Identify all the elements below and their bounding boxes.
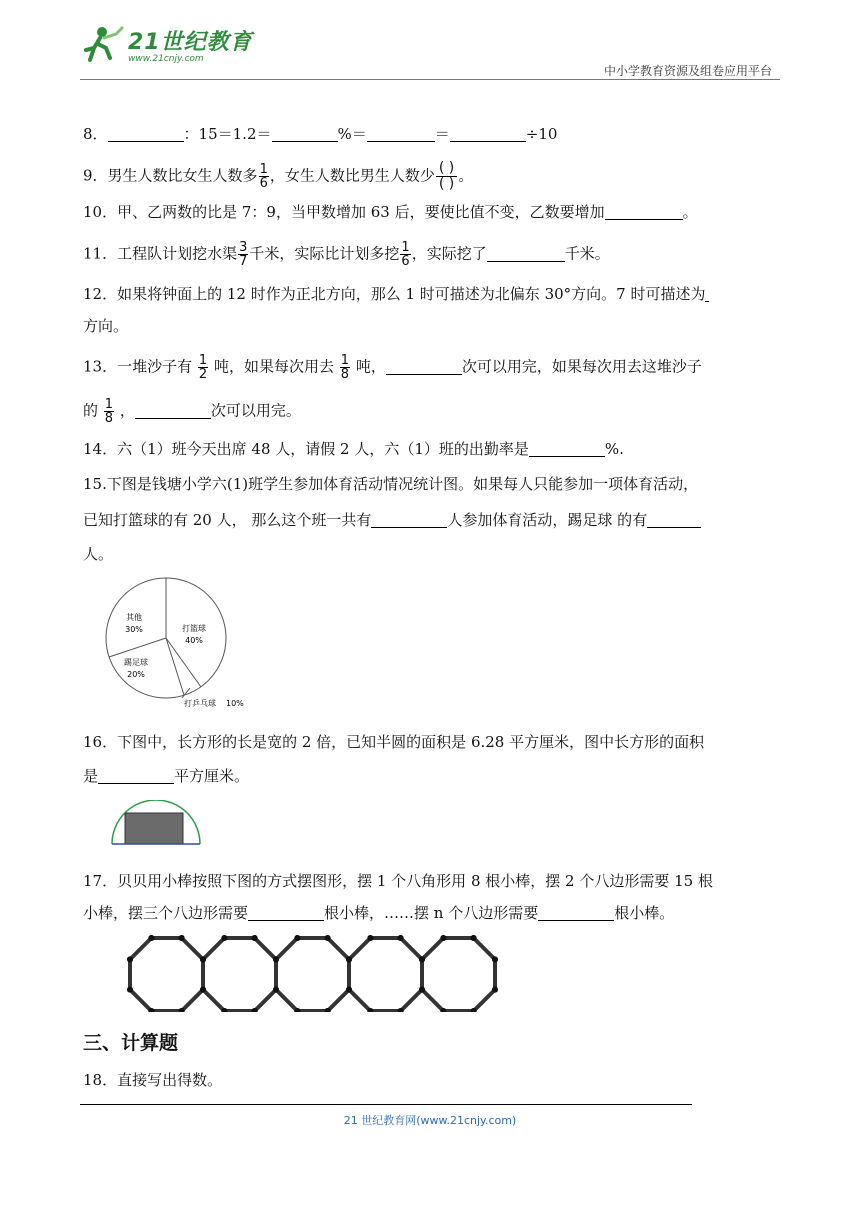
answer-blank[interactable] — [108, 126, 184, 142]
question-16-line-2 — [83, 764, 249, 788]
question-text: 小棒，摆三个八边形需要 — [83, 904, 249, 922]
stick-joint — [419, 956, 425, 962]
stick-joint — [127, 956, 133, 962]
pie-slice-label: 踢足球 — [124, 658, 148, 667]
stick-joint — [325, 935, 331, 941]
question-number: 12． — [83, 285, 118, 303]
octagon-sticks-figure — [124, 932, 514, 1012]
stick-joint — [346, 987, 352, 993]
stick — [255, 938, 276, 959]
answer-blank[interactable] — [272, 126, 338, 142]
question-text: 贝贝用小棒按照下图的方式摆图形，摆 1 个八角形用 8 根小棒，摆 2 个八边形需要 15 根 — [117, 872, 713, 890]
stick-joint — [200, 956, 206, 962]
answer-blank[interactable] — [98, 768, 174, 784]
stick-joint — [200, 987, 206, 993]
stick — [474, 990, 495, 1011]
question-text: %＝ — [337, 125, 367, 143]
header-slogan: 中小学教育资源及组卷应用平台 — [603, 64, 772, 78]
question-11 — [83, 241, 610, 268]
question-number: 11． — [83, 244, 118, 263]
question-text: 下图是钱塘小学六(1)班学生参加体育活动情况统计图。如果每人只能参加一项体育活动， — [106, 475, 699, 493]
pie-slice-label: 打乒乓球 — [184, 699, 216, 708]
answer-blank[interactable] — [367, 126, 435, 142]
answer-blank[interactable] — [529, 441, 605, 457]
fraction: $\frac{3}{7}$ — [239, 240, 248, 269]
stick — [203, 990, 224, 1011]
question-text: ：15＝1.2＝ — [183, 125, 272, 143]
site-logo[interactable] — [80, 24, 253, 64]
question-text: ，女生人数比男生人数少 — [269, 166, 435, 185]
question-text: 平方厘米。 — [174, 767, 250, 785]
pie-chart — [100, 576, 260, 712]
question-text: 下图中，长方形的长是宽的 2 倍，已知半圆的面积是 6.28 平方厘米，图中长方形的面积 — [117, 733, 705, 751]
question-text: 直接写出得数。 — [117, 1071, 223, 1089]
stick — [349, 990, 370, 1011]
question-text: 男生人数比女生人数多 — [107, 166, 258, 185]
question-text: %. — [604, 440, 624, 458]
answer-blank[interactable] — [605, 204, 683, 220]
question-8 — [83, 122, 557, 146]
stick — [276, 990, 297, 1011]
question-text: 次可以用完，如果每次用去这堆沙子 — [461, 357, 702, 376]
question-text: 次可以用完。 — [210, 401, 301, 420]
question-text: 根小棒。 — [614, 904, 675, 922]
question-text: 工程队计划挖水渠 — [117, 244, 238, 263]
question-text: 吨，如果每次用去 — [213, 357, 334, 376]
runner-logo-icon — [80, 24, 124, 64]
stick-joint — [273, 987, 279, 993]
stick — [182, 990, 203, 1011]
question-text: 是 — [83, 767, 99, 785]
question-text: 。 — [682, 203, 698, 221]
pie-slice-value: 20% — [127, 670, 145, 679]
stick — [474, 938, 495, 959]
question-text: 如果将钟面上的 12 时作为正北方向，那么 1 时可描述为北偏东 30°方向。7 时可描述为 — [117, 285, 706, 303]
header-divider — [80, 79, 780, 80]
question-number: 8． — [83, 125, 108, 143]
footer-divider — [80, 1104, 692, 1105]
stick-joint — [127, 987, 133, 993]
stick-joint — [367, 935, 373, 941]
answer-blank[interactable] — [647, 512, 701, 528]
question-text: 千米。 — [564, 244, 610, 263]
stick — [349, 938, 370, 959]
stick-joint — [273, 956, 279, 962]
question-12-line-2 — [83, 314, 128, 338]
question-text: 吨， — [355, 357, 386, 376]
stick-joint — [492, 956, 498, 962]
fraction: $\frac{1}{2}$ — [198, 353, 208, 382]
question-18 — [83, 1068, 222, 1092]
answer-blank[interactable] — [538, 905, 614, 921]
stick-joint — [179, 935, 185, 941]
question-number: 10． — [83, 203, 118, 221]
question-text: 根小棒，……摆 n 个八边形需要 — [324, 904, 539, 922]
answer-blank[interactable] — [705, 286, 709, 302]
stick — [401, 990, 422, 1011]
question-text: 的 — [83, 401, 99, 420]
answer-blank[interactable] — [248, 905, 324, 921]
section-heading: 三、计算题 — [83, 1032, 179, 1054]
stick — [422, 938, 443, 959]
logo-sub-text: www.21cnjy.com — [128, 53, 204, 64]
question-14 — [83, 437, 624, 461]
question-15 — [83, 472, 698, 496]
question-number: 18． — [83, 1071, 118, 1089]
question-text: 已知打篮球的有 20 人， 那么这个班一共有 — [83, 511, 372, 529]
question-12 — [83, 282, 709, 306]
question-10 — [83, 200, 698, 224]
question-13 — [83, 354, 702, 381]
answer-blank[interactable] — [450, 126, 526, 142]
question-number: 14． — [83, 440, 118, 458]
question-number: 16． — [83, 733, 118, 751]
question-text: 方向。 — [83, 317, 129, 335]
question-number: 17． — [83, 872, 118, 890]
stick-joint — [398, 935, 404, 941]
question-text: ， — [119, 401, 135, 420]
stick — [328, 938, 349, 959]
question-16 — [83, 730, 704, 754]
stick-joint — [346, 956, 352, 962]
question-17-line-2 — [83, 901, 674, 925]
question-text: ，实际挖了 — [411, 244, 487, 263]
stick — [255, 990, 276, 1011]
question-number: 15. — [83, 475, 107, 493]
question-number: 13． — [83, 357, 118, 376]
answer-blank[interactable] — [386, 359, 462, 375]
pie-slice-value: 30% — [125, 625, 143, 634]
pie-slice-value: 10% — [226, 699, 244, 708]
question-text: 。 — [458, 166, 474, 185]
stick-joint — [252, 935, 258, 941]
question-text: 一堆沙子有 — [117, 357, 193, 376]
logo-main-text: 21世纪教育 — [128, 29, 253, 55]
pie-slice-label: 其他 — [126, 613, 142, 622]
answer-blank[interactable] — [135, 403, 211, 419]
stick-joint — [221, 935, 227, 941]
fraction: $\frac{1}{6}$ — [259, 162, 268, 191]
fraction: $\frac{1}{6}$ — [401, 240, 410, 269]
question-text: 甲、乙两数的比是 7：9，当甲数增加 63 后，要使比值不变，乙数要增加 — [117, 203, 605, 221]
semicircle-rectangle-figure — [108, 800, 204, 848]
question-text: 六（1）班今天出席 48 人，请假 2 人，六（1）班的出勤率是 — [117, 440, 529, 458]
stick-joint — [492, 987, 498, 993]
question-9 — [83, 161, 473, 192]
question-text: ＝ — [434, 125, 450, 143]
question-text: ÷10 — [525, 125, 558, 143]
stick — [182, 938, 203, 959]
stick-joint — [294, 935, 300, 941]
page-header — [80, 24, 780, 80]
stick — [130, 990, 151, 1011]
question-text: 人参加体育活动，踢足球 的有 — [447, 511, 648, 529]
stick-joint — [440, 935, 446, 941]
rectangle-shape — [125, 813, 183, 844]
question-number: 9． — [83, 166, 108, 185]
question-15-line-3 — [83, 542, 113, 566]
footer-link[interactable]: 21 世纪教育网(www.21cnjy.com) — [343, 1114, 517, 1127]
question-text: 千米，实际比计划多挖 — [249, 244, 400, 263]
pie-slice-value: 40% — [185, 636, 203, 645]
answer-fraction-blank[interactable]: $\frac{( )}{( )}$ — [436, 161, 457, 192]
question-13-line-2 — [83, 398, 301, 425]
stick-joint — [471, 935, 477, 941]
fraction: $\frac{1}{8}$ — [340, 353, 350, 382]
fraction: $\frac{1}{8}$ — [104, 397, 114, 426]
stick — [328, 990, 349, 1011]
answer-blank[interactable] — [371, 512, 447, 528]
question-text: 人。 — [83, 545, 114, 563]
stick — [130, 938, 151, 959]
answer-blank[interactable] — [487, 246, 565, 262]
pie-slice-label: 打篮球 — [182, 624, 206, 633]
stick — [422, 990, 443, 1011]
question-15-line-2 — [83, 508, 701, 532]
stick-joint — [419, 987, 425, 993]
stick — [401, 938, 422, 959]
stick-joint — [148, 935, 154, 941]
stick — [203, 938, 224, 959]
stick — [276, 938, 297, 959]
question-17 — [83, 869, 713, 893]
